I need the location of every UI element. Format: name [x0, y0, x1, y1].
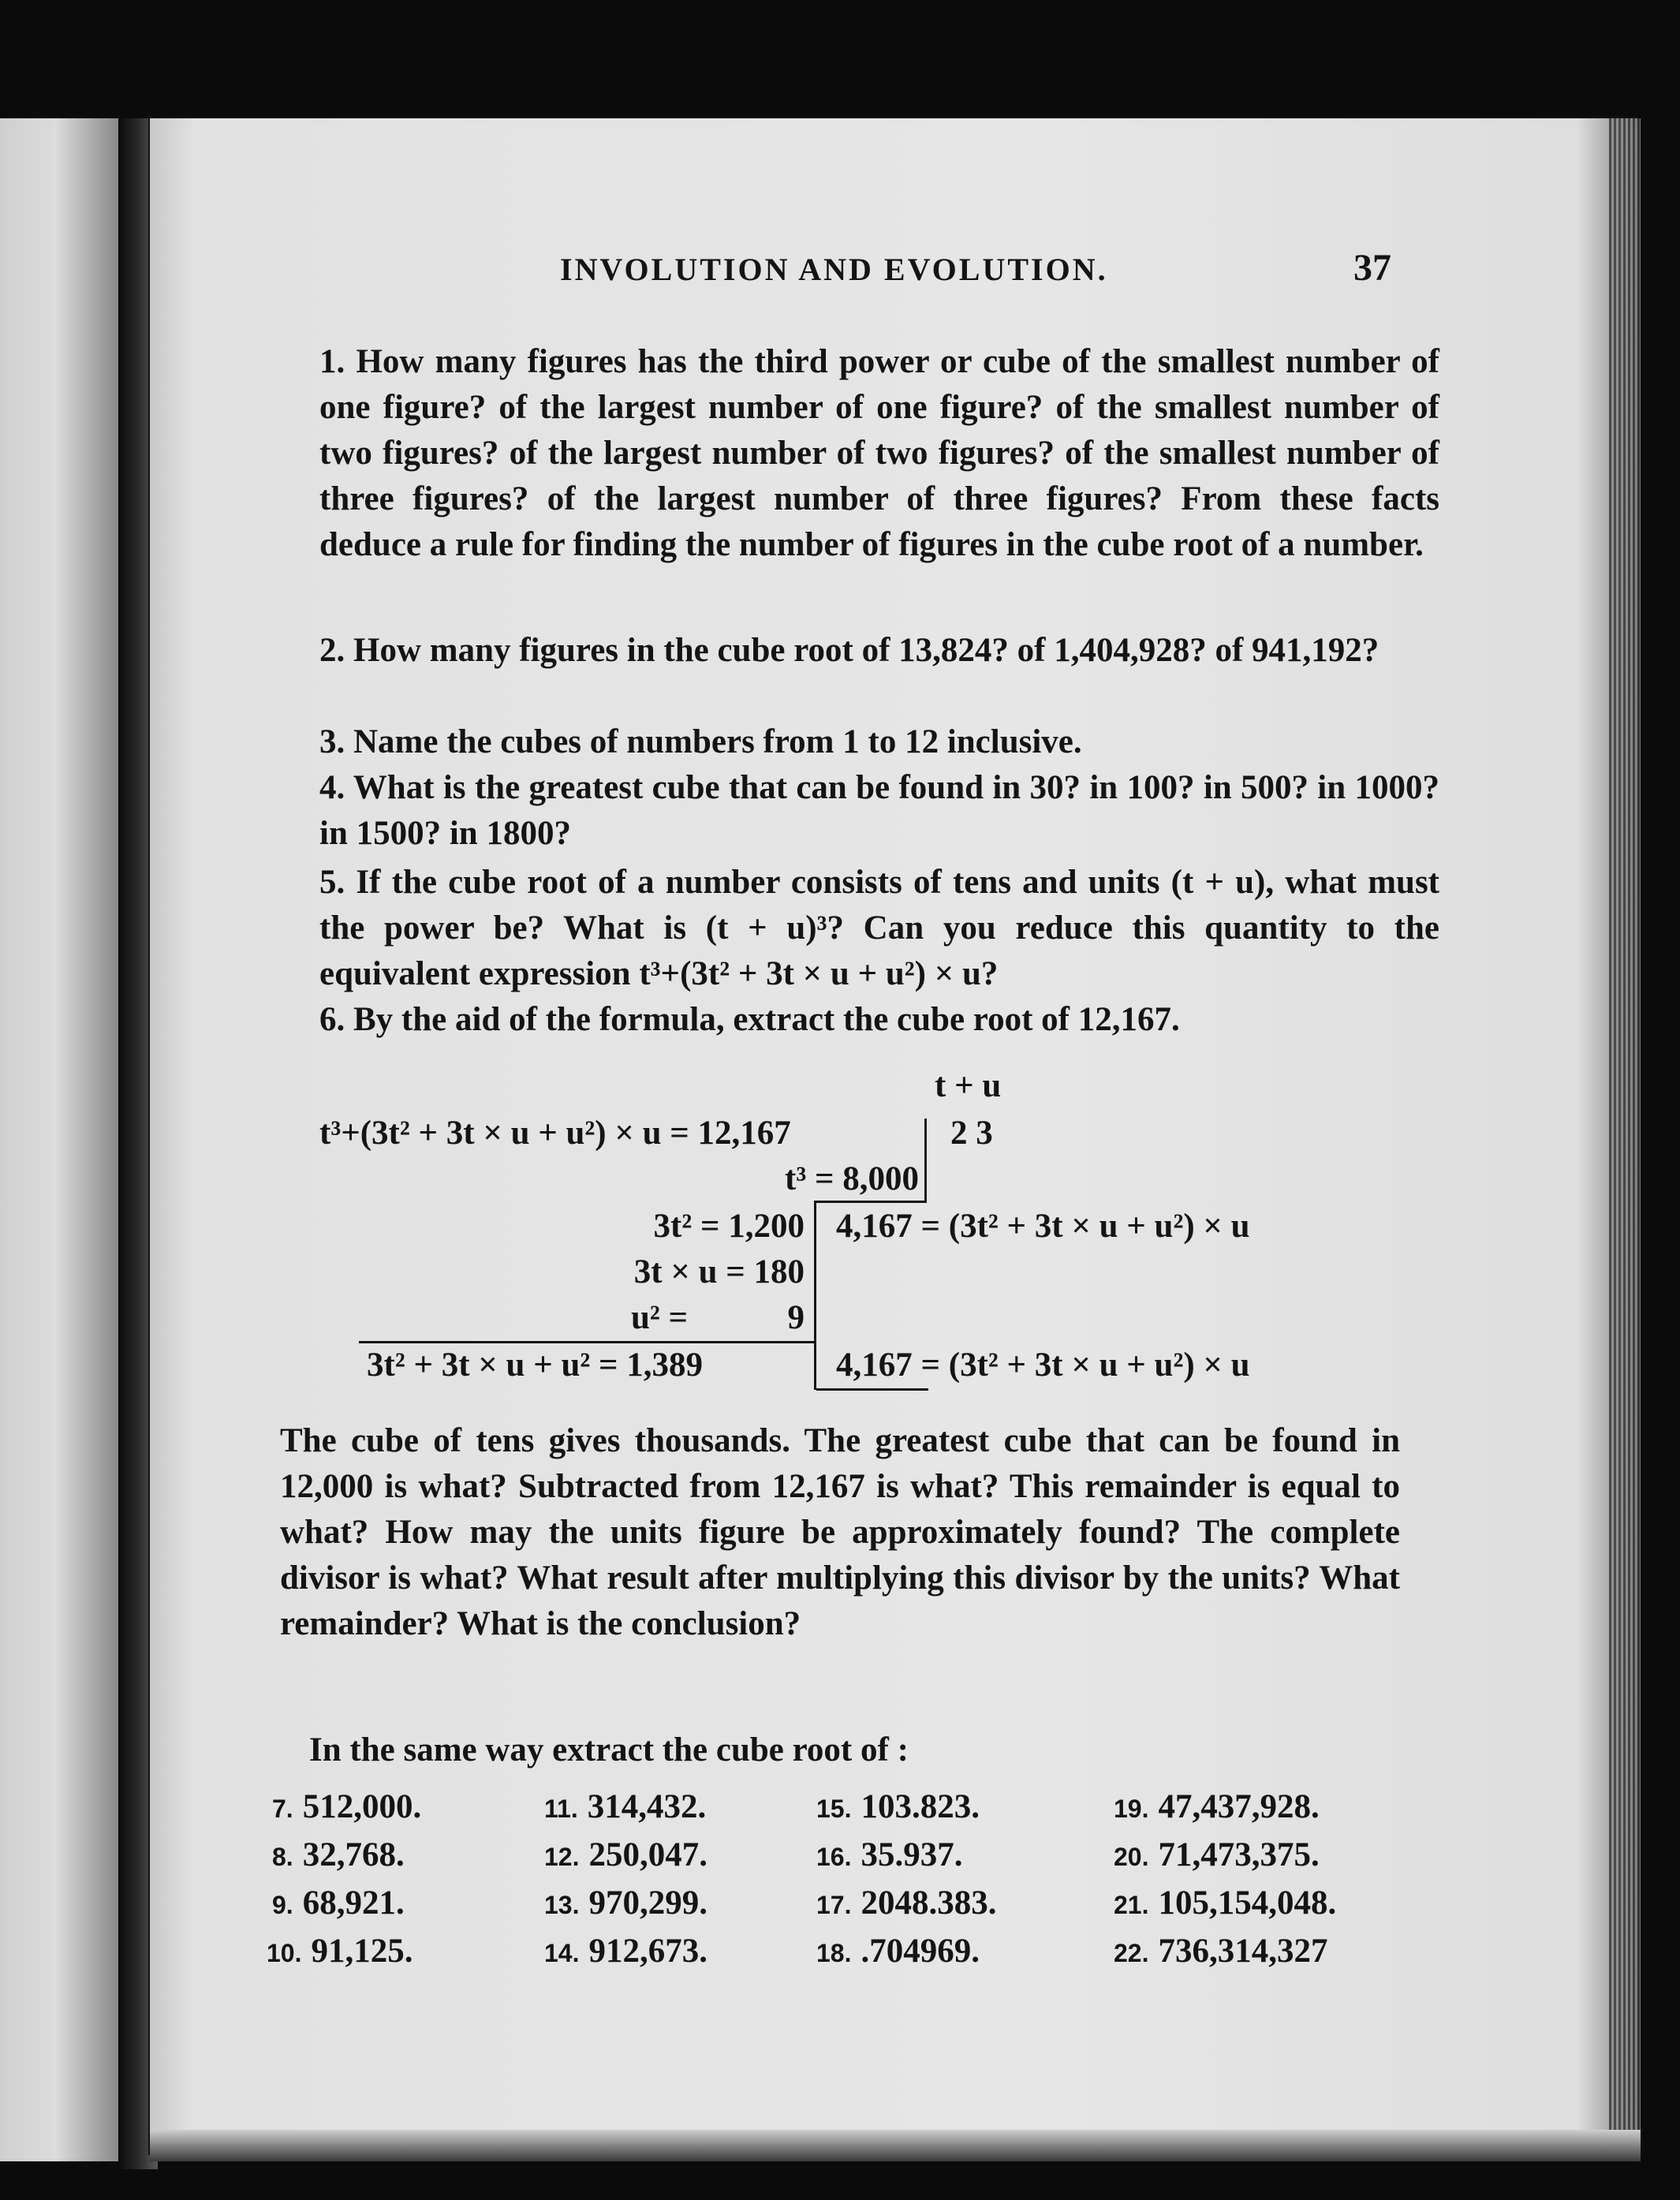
question-number: 2. — [319, 632, 345, 669]
page-bottom-edge — [150, 2130, 1641, 2161]
question-3 — [280, 719, 1439, 765]
question-number: 1. — [319, 343, 345, 380]
facing-page-edge — [0, 118, 138, 2161]
exercise-item: 21. 105,154,048. — [1114, 1884, 1337, 1922]
exercise-item: 18. .704969. — [816, 1933, 980, 1970]
three-t-u-line: 3t × u = 180 — [633, 1253, 805, 1290]
exercise-item: 19. 47,437,928. — [1114, 1788, 1320, 1825]
exercise-item: 17. 2048.383. — [816, 1884, 997, 1922]
question-text: How many figures in the cube root of 13,824? of 1,404,928? of 941,192? — [353, 632, 1379, 669]
exercise-item: 9. 68,921. — [272, 1884, 405, 1922]
question-4 — [280, 765, 1439, 857]
exercise-item: 8. 32,768. — [272, 1836, 405, 1873]
page-stack-edge — [1609, 118, 1641, 2153]
page-number: 37 — [1353, 247, 1391, 289]
running-head: INVOLUTION AND EVOLUTION. — [560, 252, 1108, 287]
u-squared-value: 9 — [787, 1299, 805, 1336]
question-number: 6. — [319, 1001, 345, 1038]
exercise-item: 15. 103.823. — [816, 1788, 980, 1825]
divisor-sum-line: 3t² + 3t × u + u² = 1,389 — [367, 1347, 704, 1384]
question-2 — [280, 628, 1439, 674]
exercise-item: 11. 314,432. — [544, 1788, 707, 1825]
question-number: 4. — [319, 769, 345, 806]
question-1 — [280, 339, 1439, 568]
t-cubed-line: t³ = 8,000 — [785, 1160, 919, 1197]
exercise-item: 16. 35.937. — [816, 1836, 963, 1873]
exercise-item: 10. 91,125. — [267, 1933, 413, 1970]
exercise-item: 12. 250,047. — [544, 1836, 707, 1873]
question-6 — [280, 997, 1439, 1043]
u-squared-label: u² = — [631, 1299, 689, 1336]
explanation-paragraph: The cube of tens gives thousands. The greatest cube that can be found in 12,000 is what? Subtracted from 12,167 is what? This remainder is equal to what? How may the units figure be approximately found? The complete divisor is what? What result after multiplying this divisor by the units? What remainder? What is the conclusion? — [280, 1422, 1400, 1642]
first-remainder-line: 4,167 = (3t² + 3t × u + u²) × u — [836, 1208, 1250, 1245]
exercise-item: 13. 970,299. — [544, 1884, 707, 1922]
root-label: t + u — [935, 1067, 1002, 1104]
exercise-item: 20. 71,473,375. — [1114, 1836, 1320, 1873]
three-t-squared-line: 3t² = 1,200 — [653, 1208, 805, 1245]
question-text: How many figures has the third power or cube of the smallest number of one figure? of the largest number of one figure? of the smallest number of two figures? of the largest number of two figures? of the smallest number of three figures? of the largest number of three figures? From these facts deduce a rule for finding the number of figures in the cube root of a number. — [319, 343, 1440, 563]
question-number: 3. — [319, 723, 345, 760]
exercise-item: 14. 912,673. — [544, 1933, 707, 1970]
exercise-intro: In the same way extract the cube root of : — [309, 1731, 909, 1769]
formula-line: t³+(3t² + 3t × u + u²) × u = 12,167 — [319, 1115, 791, 1152]
question-text: By the aid of the formula, extract the cube root of 12,167. — [353, 1001, 1180, 1038]
question-text: What is the greatest cube that can be found in 30? in 100? in 500? in 1000? in 1500? in 1800? — [319, 769, 1439, 852]
question-text: If the cube root of a number consists of tens and units (t + u), what must the power be? What is (t + u)³? Can you reduce this quantity to the equivalent expression t³+(3t² + 3t × u + u²) × u? — [319, 864, 1439, 992]
question-5 — [280, 860, 1439, 997]
exercise-item: 22. 736,314,327 — [1114, 1933, 1328, 1970]
root-digits: 2 3 — [950, 1115, 993, 1152]
second-remainder-line: 4,167 = (3t² + 3t × u + u²) × u — [836, 1347, 1250, 1384]
question-text: Name the cubes of numbers from 1 to 12 inclusive. — [353, 723, 1082, 760]
exercise-item: 7. 512,000. — [272, 1788, 422, 1825]
question-number: 5. — [319, 864, 345, 901]
